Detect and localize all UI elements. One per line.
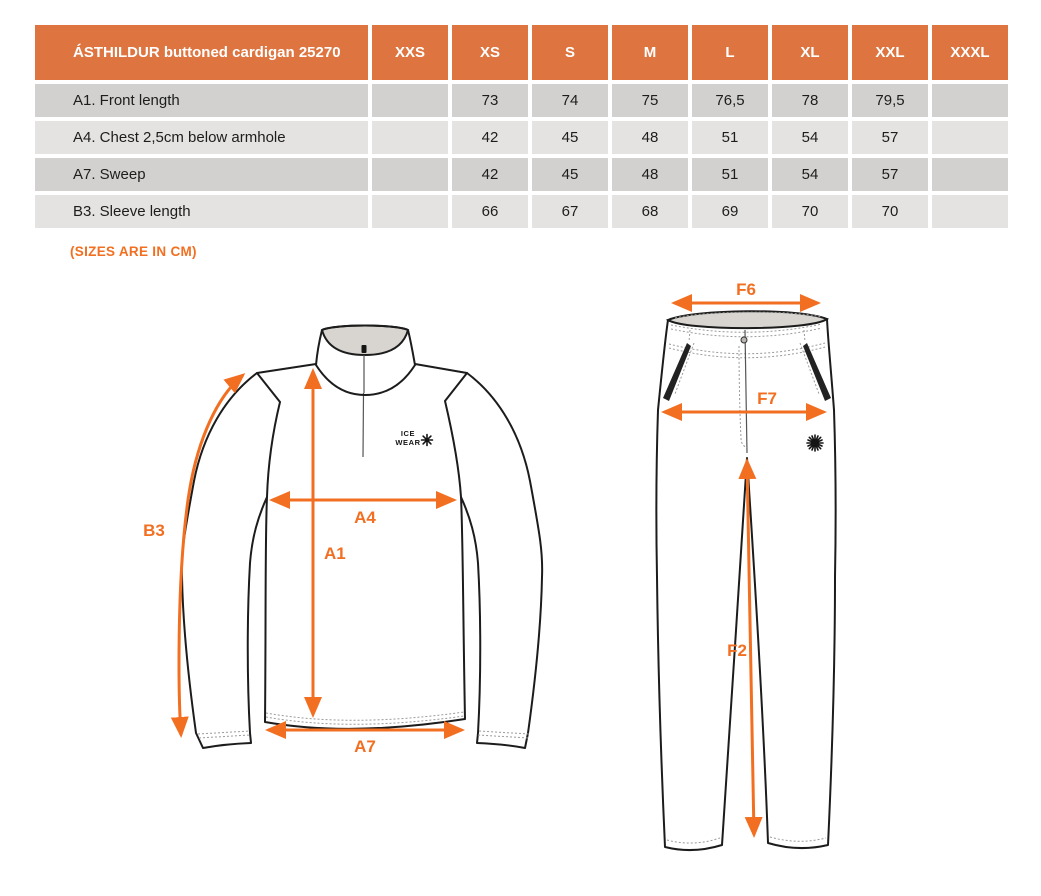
sizes-unit-note: (SIZES ARE IN CM) [70,244,197,259]
size-value-cell: 54 [772,158,848,191]
pocket-right [803,343,831,401]
size-value-cell: 75 [612,84,688,117]
zipper-pull [362,345,367,353]
size-value-cell [372,84,448,117]
size-value-cell: 57 [852,158,928,191]
size-value-cell: 69 [692,195,768,228]
f2-label: F2 [727,641,747,660]
b3-label: B3 [143,521,165,540]
size-value-cell: 70 [772,195,848,228]
zipper-line [363,355,364,457]
f7-label: F7 [757,389,777,408]
size-value-cell: 67 [532,195,608,228]
svg-text:WEAR: WEAR [395,438,421,447]
size-value-cell: 51 [692,158,768,191]
size-header-xxl: XXL [852,25,928,80]
size-value-cell: 70 [852,195,928,228]
sweater-diagram [125,285,575,785]
size-value-cell: 66 [452,195,528,228]
size-header-xs: XS [452,25,528,80]
size-value-cell: 48 [612,158,688,191]
row-label-sweep: A7. Sweep [35,158,368,191]
a4-label: A4 [354,508,376,527]
size-value-cell: 42 [452,121,528,154]
fly-center-line [745,330,747,453]
size-header-xxxl: XXXL [932,25,1008,80]
size-value-cell [372,195,448,228]
size-header-xl: XL [772,25,848,80]
sweater-outline [182,373,542,748]
size-value-cell: 79,5 [852,84,928,117]
size-value-cell: 45 [532,121,608,154]
size-value-cell: 57 [852,121,928,154]
size-value-cell: 48 [612,121,688,154]
pants-diagram [625,280,885,870]
snowflake-icon [807,435,823,451]
size-value-cell [932,121,1008,154]
size-value-cell [932,84,1008,117]
a7-label: A7 [354,737,376,756]
pocket-stitching [675,343,819,394]
size-value-cell [932,158,1008,191]
f6-label: F6 [736,280,756,299]
size-value-cell: 51 [692,121,768,154]
product-title-cell: ÁSTHILDUR buttoned cardigan 25270 [35,25,368,80]
size-header-m: M [612,25,688,80]
a1-label: A1 [324,544,346,563]
icewear-logo [395,429,432,447]
size-value-cell: 78 [772,84,848,117]
size-value-cell [372,158,448,191]
size-value-cell: 73 [452,84,528,117]
waist-button [741,337,747,343]
snowflake-icon [422,435,433,446]
shoulder-seams [257,364,467,497]
size-header-s: S [532,25,608,80]
size-value-cell: 74 [532,84,608,117]
size-value-cell: 45 [532,158,608,191]
row-label-front-length: A1. Front length [35,84,368,117]
size-value-cell: 54 [772,121,848,154]
row-label-chest: A4. Chest 2,5cm below armhole [35,121,368,154]
svg-text:ICE: ICE [400,429,416,438]
size-table [35,25,1008,228]
row-label-sleeve-length: B3. Sleeve length [35,195,368,228]
pocket-left [663,343,691,401]
size-value-cell: 68 [612,195,688,228]
size-header-l: L [692,25,768,80]
size-value-cell [372,121,448,154]
size-value-cell: 76,5 [692,84,768,117]
size-header-xxs: XXS [372,25,448,80]
size-value-cell [932,195,1008,228]
size-value-cell: 42 [452,158,528,191]
leg-hem-stitching [667,837,826,843]
